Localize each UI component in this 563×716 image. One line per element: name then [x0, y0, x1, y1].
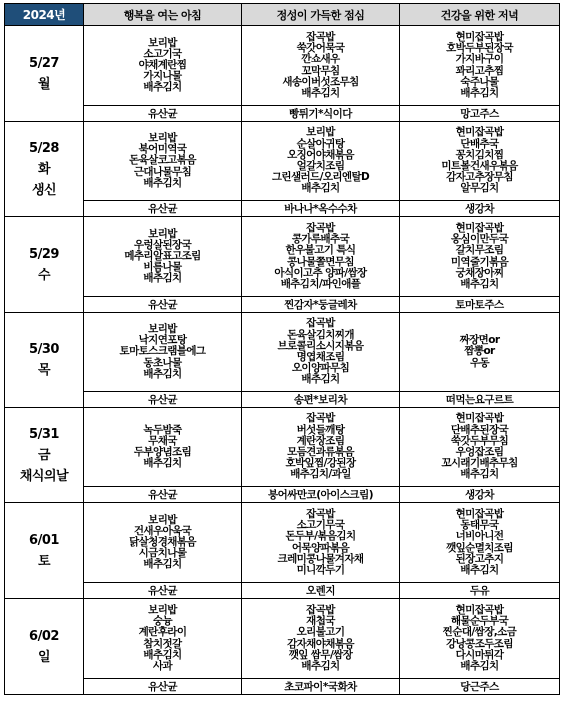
menu-item: 북어미역국: [138, 143, 187, 156]
menu-item: 동태무국: [460, 519, 499, 532]
dinner-cell: [400, 599, 560, 679]
day-label: [5, 26, 84, 122]
menu-item: 배추김치: [460, 277, 499, 290]
menu-item: 잡곡밥: [306, 412, 335, 425]
day-label: [5, 503, 84, 599]
menu-item: 가지바구이: [455, 53, 504, 66]
lunch-cell: [242, 122, 400, 201]
menu-item: 계란장조림: [296, 434, 345, 447]
menu-item: 오징어야채볶음: [287, 148, 354, 161]
year-header: 2024년: [5, 4, 84, 26]
menu-item: 돈육살김치찌개: [287, 328, 354, 341]
lunch-header: 정성이 가득한 점심: [242, 4, 400, 26]
menu-item: 보리밥: [148, 227, 177, 240]
day-label-line: 5/31: [29, 426, 59, 442]
snack-cell: 유산균: [84, 583, 242, 599]
day-label-line: 채식의날: [19, 468, 69, 484]
day-label-line: 5/27: [29, 55, 59, 71]
day-row: [5, 122, 560, 201]
lunch-cell: [242, 503, 400, 583]
menu-item: 배추김치: [143, 367, 182, 380]
menu-item: 오리불고기: [296, 626, 345, 639]
menu-item: 근대나물무침: [133, 165, 192, 178]
day-label: [5, 599, 84, 695]
menu-item: 동초나물: [143, 356, 182, 369]
menu-item: 시금치나물: [138, 547, 187, 560]
snack-cell: 망고주스: [400, 106, 560, 122]
menu-item: 현미잡곡밥: [455, 507, 504, 520]
menu-item: 보리밥: [148, 36, 177, 49]
lunch-cell: [242, 26, 400, 106]
snack-row: [5, 201, 560, 217]
menu-item: 건새우아욱국: [133, 524, 192, 537]
breakfast-cell: [84, 313, 242, 392]
snack-cell: 송편*보리차: [242, 392, 400, 408]
snack-cell: 빵튀기*식이다: [242, 106, 400, 122]
menu-item: 새송이버섯조무침: [282, 75, 359, 88]
menu-item: 미니깍두기: [296, 563, 345, 576]
menu-item: 갈치무조림: [455, 244, 504, 257]
menu-item: 배추김치: [460, 86, 499, 99]
menu-item: 닭살청경채볶음: [129, 535, 196, 548]
menu-item: 배추김치: [143, 558, 182, 571]
breakfast-cell: [84, 217, 242, 297]
day-label-line: 5/29: [29, 246, 59, 262]
snack-cell: 토마토주스: [400, 297, 560, 313]
menu-item: 짜장면or: [459, 334, 500, 347]
menu-item: 얼갈치조림: [296, 160, 345, 172]
day-label-line: 6/01: [29, 532, 59, 548]
day-label-line: 금: [37, 447, 51, 463]
day-label-line: 수: [37, 267, 51, 283]
breakfast-header: 행복을 여는 아침: [84, 4, 242, 26]
menu-item: 숙주나물: [460, 75, 499, 88]
menu-item: 잡곡밥: [306, 221, 335, 234]
lunch-cell: [242, 408, 400, 487]
menu-item: 보리밥: [148, 513, 177, 526]
menu-item: 된장고추지: [455, 552, 504, 565]
snack-cell: 두유: [400, 583, 560, 599]
menu-item: 가지나물: [143, 70, 182, 83]
menu-item: 비름나물: [143, 261, 182, 274]
day-label-line: 월: [37, 76, 51, 92]
menu-item: 배추김치/과일: [290, 468, 351, 481]
day-row: [5, 26, 560, 106]
menu-item: 배추김치: [301, 373, 340, 386]
day-label-line: 목: [37, 363, 51, 378]
day-label-line: 5/30: [29, 342, 59, 357]
menu-item: 보리밥: [148, 603, 177, 616]
menu-item: 보리밥: [306, 126, 335, 139]
menu-item: 아식이고추 양파/쌈장: [274, 266, 367, 279]
menu-item: 소고기무국: [296, 519, 345, 532]
menu-item: 한우불고기 특식: [285, 244, 356, 257]
menu-item: 너비아니전: [455, 530, 504, 543]
menu-item: 배추김치: [143, 81, 182, 94]
menu-item: 우엉잡조림: [455, 446, 504, 458]
menu-item: 꽈리고추찜: [455, 64, 504, 77]
menu-item: 깐쇼새우: [301, 53, 340, 66]
day-label: [5, 217, 84, 313]
snack-cell: 찐감자*둥글레차: [242, 297, 400, 313]
dinner-cell: [400, 122, 560, 201]
menu-item: 명엽채조림: [296, 351, 345, 363]
day-label-line: 토: [37, 553, 51, 569]
snack-cell: 떠먹는요구르트: [400, 392, 560, 408]
menu-item: 현미잡곡밥: [455, 603, 504, 616]
day-row: [5, 503, 560, 583]
snack-row: [5, 297, 560, 313]
menu-item: 야채계란찜: [138, 58, 187, 71]
menu-item: 현미잡곡밥: [455, 30, 504, 43]
menu-item: 현미잡곡밥: [455, 221, 504, 234]
snack-cell: 바나나*옥수수차: [242, 201, 400, 217]
snack-cell: 유산균: [84, 679, 242, 695]
menu-item: 해물순두부국: [450, 615, 509, 628]
snack-cell: 오렌지: [242, 583, 400, 599]
menu-item: 배추김치: [143, 457, 182, 470]
menu-item: 찐순대/쌈장,소금: [442, 626, 517, 639]
menu-item: 계란후라이: [138, 626, 187, 639]
day-label: [5, 122, 84, 217]
menu-item: 잡곡밥: [306, 317, 335, 330]
snack-row: [5, 679, 560, 695]
menu-item: 배추김치: [301, 182, 340, 195]
menu-item: 배추김치: [301, 659, 340, 672]
menu-item: 배추김치: [143, 648, 182, 661]
day-label: [5, 408, 84, 503]
day-row: [5, 217, 560, 297]
menu-item: 소고기국: [143, 47, 182, 60]
day-label-line: 6/02: [29, 628, 59, 644]
menu-item: 쑥갓어묵국: [296, 42, 345, 55]
menu-item: 단배추된장국: [450, 423, 509, 436]
menu-item: 꼬막무침: [301, 64, 340, 77]
menu-item: 무채국: [148, 434, 177, 447]
snack-cell: 생강차: [400, 201, 560, 217]
menu-item: 배추김치: [143, 272, 182, 285]
dinner-cell: [400, 26, 560, 106]
menu-item: 버섯들깨탕: [296, 423, 345, 436]
menu-item: 두부양념조림: [133, 446, 192, 458]
lunch-cell: [242, 217, 400, 297]
menu-item: 우동: [469, 356, 490, 369]
menu-item: 크레미콩나물겨자채: [277, 552, 364, 565]
menu-item: 돈두부/볶음김치: [285, 530, 356, 543]
menu-item: 어묵양파볶음: [291, 541, 350, 554]
day-row: [5, 408, 560, 487]
menu-item: 배추김치: [143, 176, 182, 189]
menu-item: 재첩국: [306, 615, 335, 628]
menu-item: 옹심이만두국: [450, 233, 509, 246]
menu-item: 그린샐러드/오리엔탈D: [271, 171, 370, 184]
menu-item: 강낭콩조두조림: [446, 637, 513, 650]
weekly-menu-table: [4, 3, 560, 695]
menu-item: 단배추국: [460, 137, 499, 150]
menu-item: 숭늉: [152, 615, 173, 628]
menu-item: 돈육살코고볶음: [129, 154, 196, 167]
day-label-line: 화: [37, 161, 51, 177]
snack-row: [5, 106, 560, 122]
menu-item: 참치젓갈: [143, 637, 182, 650]
dinner-cell: [400, 408, 560, 487]
header-row: [5, 4, 560, 26]
menu-item: 잡곡밥: [306, 507, 335, 520]
menu-item: 배추김치: [301, 86, 340, 99]
menu-item: 사과: [152, 659, 173, 672]
snack-cell: 유산균: [84, 201, 242, 217]
day-label-line: 5/28: [29, 140, 59, 156]
menu-item: 잡곡밥: [306, 30, 335, 43]
menu-item: 우렁살된장국: [133, 238, 192, 251]
menu-item: 오이양파무침: [291, 362, 350, 375]
menu-item: 잡곡밥: [306, 603, 335, 616]
menu-item: 순살아귀탕: [296, 137, 345, 150]
breakfast-cell: [84, 26, 242, 106]
menu-item: 꼬시래기배추무침: [441, 457, 518, 470]
dinner-cell: [400, 217, 560, 297]
menu-item: 배추김치: [460, 659, 499, 672]
snack-row: [5, 392, 560, 408]
lunch-cell: [242, 313, 400, 392]
menu-item: 미트볼건새우볶음: [441, 160, 518, 172]
menu-item: 알무김치: [460, 182, 499, 195]
day-row: [5, 599, 560, 679]
menu-item: 짬뽕or: [464, 345, 495, 358]
menu-item: 녹두밤죽: [143, 423, 182, 436]
menu-item: 보리밥: [148, 132, 177, 145]
snack-cell: 유산균: [84, 392, 242, 408]
menu-body: [5, 26, 560, 695]
day-row: [5, 313, 560, 392]
menu-item: 보리밥: [148, 323, 177, 336]
day-label: [5, 313, 84, 408]
menu-item: 미역줄기볶음: [450, 255, 509, 268]
menu-item: 감자고추장무침: [446, 171, 513, 184]
menu-item: 현미잡곡밥: [455, 126, 504, 139]
dinner-cell: [400, 313, 560, 392]
breakfast-cell: [84, 122, 242, 201]
breakfast-cell: [84, 599, 242, 679]
snack-cell: 유산균: [84, 106, 242, 122]
menu-item: 호박잎찜/강된장: [285, 457, 356, 470]
snack-cell: 붕어싸만코(아이스크림): [242, 487, 400, 503]
lunch-cell: [242, 599, 400, 679]
menu-item: 낙지연포탕: [138, 334, 187, 347]
snack-row: [5, 487, 560, 503]
breakfast-cell: [84, 408, 242, 487]
menu-item: 깻잎순멸치조림: [446, 541, 513, 554]
menu-item: 꽁치김치찜: [455, 148, 504, 161]
menu-item: 콩나물쫄면무침: [287, 255, 354, 268]
menu-item: 토마토스크램블에그: [119, 345, 206, 358]
menu-item: 배추김치: [460, 563, 499, 576]
menu-item: 브로콜리소시지볶음: [277, 339, 364, 352]
snack-cell: 생강차: [400, 487, 560, 503]
menu-item: 배추김치/파인애플: [280, 277, 361, 290]
menu-item: 배추김치: [460, 468, 499, 481]
menu-item: 깻잎 쌈무/쌈장: [288, 648, 353, 661]
breakfast-cell: [84, 503, 242, 583]
day-label-line: 생신: [31, 182, 57, 198]
menu-item: 감자채야채볶음: [287, 637, 354, 650]
snack-cell: 유산균: [84, 487, 242, 503]
dinner-cell: [400, 503, 560, 583]
menu-item: 궁채장아찌: [455, 266, 504, 279]
day-label-line: 일: [37, 649, 51, 665]
menu-item: 현미잡곡밥: [455, 412, 504, 425]
dinner-header: 건강을 위한 저녁: [400, 4, 560, 26]
snack-cell: 당근주스: [400, 679, 560, 695]
menu-item: 모듬견과류볶음: [287, 446, 354, 458]
menu-item: 다시마튀각: [455, 648, 504, 661]
menu-item: 콩가루배추국: [291, 233, 350, 246]
snack-cell: 유산균: [84, 297, 242, 313]
menu-item: 메추리알표고조림: [124, 249, 201, 262]
menu-item: 쑥갓두부무침: [450, 434, 509, 447]
menu-item: 호박두부된장국: [446, 42, 513, 55]
snack-cell: 초코파이*국화차: [242, 679, 400, 695]
snack-row: [5, 583, 560, 599]
